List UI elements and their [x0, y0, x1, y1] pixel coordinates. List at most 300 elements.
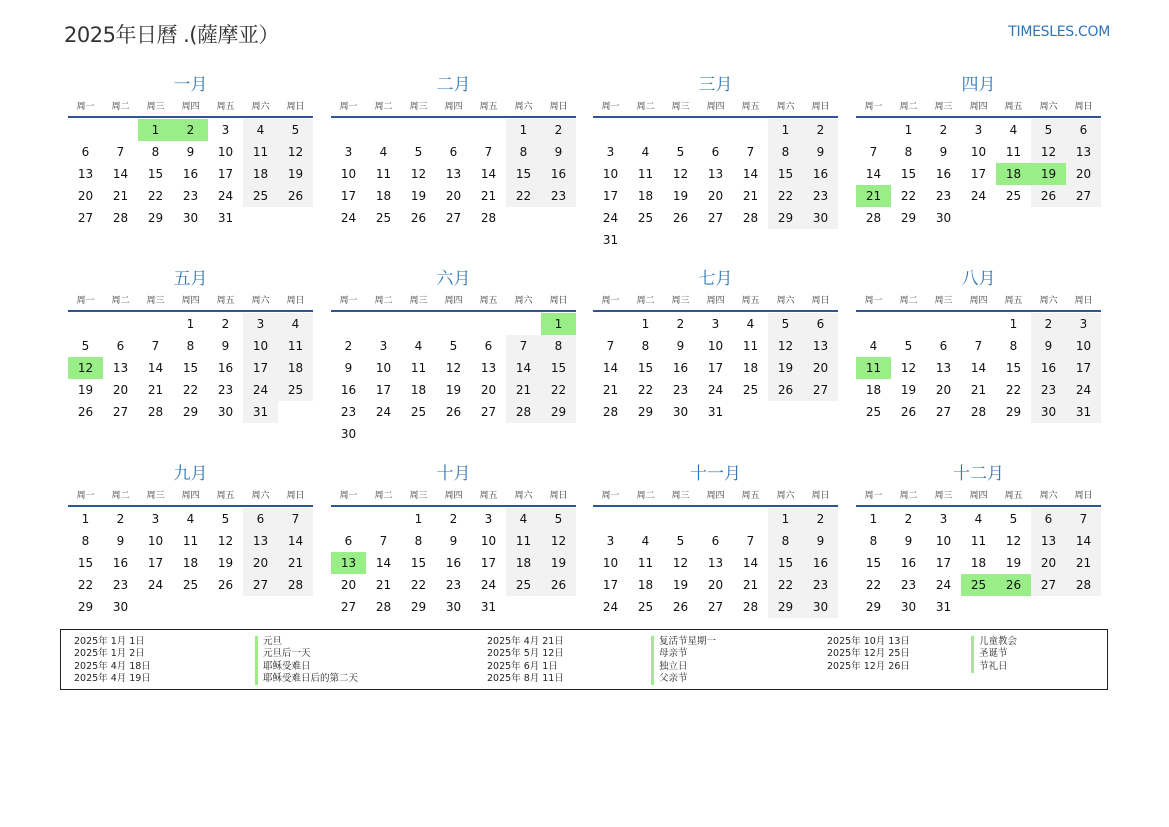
day-cell: 12	[900, 361, 917, 375]
day-cell: 4	[186, 512, 195, 526]
legend-names-col-3	[971, 636, 1017, 673]
weekday-label: 周五	[741, 491, 760, 501]
month-divider	[331, 310, 576, 312]
day-cell: 24	[707, 383, 724, 397]
day-cell: 25	[375, 211, 392, 225]
month-divider	[856, 505, 1101, 507]
day-cell: 26	[278, 185, 313, 207]
weekday-label: 周四	[969, 491, 988, 501]
day-cell: 2	[1031, 313, 1066, 335]
day-grid	[68, 313, 313, 423]
day-cell: 21	[970, 383, 987, 397]
day-cell: 16	[803, 552, 838, 574]
weekday-header	[68, 488, 313, 504]
day-cell: 19	[768, 357, 803, 379]
day-cell: 19	[410, 189, 427, 203]
day-cell: 6	[449, 145, 458, 159]
day-cell: 8	[768, 141, 803, 163]
day-cell: 16	[217, 361, 234, 375]
day-cell: 26	[217, 578, 234, 592]
legend-holiday-name: 母亲节	[651, 648, 716, 660]
day-cell: 24	[935, 578, 952, 592]
weekday-label: 周四	[181, 491, 200, 501]
day-cell: 2	[939, 123, 948, 137]
weekday-label: 周日	[1074, 296, 1093, 306]
month-10	[331, 460, 576, 618]
weekday-label: 周六	[251, 491, 270, 501]
day-cell: 30	[900, 600, 917, 614]
day-cell: 8	[904, 145, 913, 159]
month-7	[593, 265, 838, 423]
month-divider	[68, 116, 313, 118]
day-cell: 23	[1031, 379, 1066, 401]
day-cell: 1	[641, 317, 650, 331]
weekday-label: 周二	[899, 296, 918, 306]
day-cell: 7	[1066, 508, 1101, 530]
holiday-day-cell: 12	[68, 357, 103, 379]
day-cell: 2	[221, 317, 230, 331]
day-cell: 1	[186, 317, 195, 331]
weekday-label: 周三	[671, 296, 690, 306]
weekday-label: 周六	[514, 491, 533, 501]
month-2	[331, 71, 576, 229]
day-cell: 12	[768, 335, 803, 357]
weekday-label: 周六	[251, 296, 270, 306]
holiday-day-cell: 2	[173, 119, 208, 141]
day-cell: 27	[707, 600, 724, 614]
day-cell: 28	[278, 574, 313, 596]
day-cell: 14	[1066, 530, 1101, 552]
weekday-label: 周五	[479, 102, 498, 112]
day-cell: 4	[243, 119, 278, 141]
day-cell: 12	[672, 556, 689, 570]
day-cell: 3	[344, 145, 353, 159]
day-cell: 3	[606, 145, 615, 159]
day-cell: 25	[243, 185, 278, 207]
day-cell: 21	[1066, 552, 1101, 574]
empty-cell	[628, 508, 663, 530]
day-cell: 5	[676, 534, 685, 548]
day-cell: 14	[742, 556, 759, 570]
day-cell: 22	[900, 189, 917, 203]
day-cell: 23	[935, 189, 952, 203]
day-cell: 19	[541, 552, 576, 574]
day-cell: 21	[742, 578, 759, 592]
day-cell: 7	[151, 339, 160, 353]
day-cell: 11	[182, 534, 199, 548]
day-cell: 14	[742, 167, 759, 181]
holiday-day-cell: 13	[331, 552, 366, 574]
day-cell: 14	[278, 530, 313, 552]
day-cell: 23	[541, 185, 576, 207]
day-cell: 24	[1066, 379, 1101, 401]
day-cell: 11	[410, 361, 427, 375]
day-cell: 17	[480, 556, 497, 570]
holiday-day-cell: 18	[996, 163, 1031, 185]
day-cell: 19	[77, 383, 94, 397]
day-cell: 20	[707, 578, 724, 592]
day-cell: 21	[602, 383, 619, 397]
month-name: 六月	[436, 269, 471, 289]
day-cell: 18	[410, 383, 427, 397]
empty-cell	[436, 313, 471, 335]
empty-cell	[68, 313, 103, 335]
legend-holiday-name: 儿童教会	[971, 636, 1017, 648]
day-cell: 28	[480, 211, 497, 225]
day-cell: 5	[278, 119, 313, 141]
weekday-label: 周三	[146, 491, 165, 501]
day-cell: 3	[974, 123, 983, 137]
legend-names-col-1	[255, 636, 358, 685]
day-cell: 28	[1066, 574, 1101, 596]
day-cell: 22	[1005, 383, 1022, 397]
day-cell: 14	[865, 167, 882, 181]
month-divider	[593, 505, 838, 507]
day-grid	[593, 313, 838, 423]
day-grid	[856, 119, 1101, 229]
day-cell: 6	[939, 339, 948, 353]
day-cell: 13	[707, 167, 724, 181]
day-cell: 25	[742, 383, 759, 397]
day-cell: 31	[243, 401, 278, 423]
empty-cell	[628, 119, 663, 141]
weekday-label: 周日	[811, 102, 830, 112]
day-cell: 9	[939, 145, 948, 159]
weekday-label: 周五	[741, 296, 760, 306]
day-cell: 7	[746, 534, 755, 548]
day-cell: 11	[637, 167, 654, 181]
weekday-label: 周五	[1004, 296, 1023, 306]
day-cell: 23	[803, 185, 838, 207]
legend-holiday-name: 元旦后一天	[255, 648, 358, 660]
legend-dates-col-1	[74, 636, 151, 685]
weekday-header	[331, 488, 576, 504]
weekday-label: 周日	[811, 296, 830, 306]
day-cell: 21	[480, 189, 497, 203]
day-cell: 27	[803, 379, 838, 401]
day-cell: 16	[182, 167, 199, 181]
day-cell: 9	[676, 339, 685, 353]
day-cell: 29	[147, 211, 164, 225]
day-cell: 16	[803, 163, 838, 185]
day-cell: 21	[375, 578, 392, 592]
day-cell: 4	[379, 145, 388, 159]
empty-cell	[331, 508, 366, 530]
day-cell: 18	[182, 556, 199, 570]
day-cell: 27	[243, 574, 278, 596]
weekday-label: 周六	[251, 102, 270, 112]
weekday-label: 周六	[776, 102, 795, 112]
day-cell: 22	[768, 574, 803, 596]
holiday-day-cell: 1	[138, 119, 173, 141]
weekday-header	[331, 99, 576, 115]
day-cell: 26	[77, 405, 94, 419]
day-cell: 8	[414, 534, 423, 548]
day-cell: 21	[506, 379, 541, 401]
month-name: 五月	[173, 269, 208, 289]
month-divider	[856, 310, 1101, 312]
day-cell: 3	[221, 123, 230, 137]
day-cell: 1	[81, 512, 90, 526]
day-cell: 1	[1009, 317, 1018, 331]
month-divider	[593, 116, 838, 118]
day-cell: 18	[375, 189, 392, 203]
day-cell: 20	[803, 357, 838, 379]
empty-cell	[401, 313, 436, 335]
day-cell: 20	[935, 383, 952, 397]
day-cell: 12	[278, 141, 313, 163]
day-cell: 13	[445, 167, 462, 181]
month-4	[856, 71, 1101, 229]
day-cell: 13	[1066, 141, 1101, 163]
day-cell: 17	[602, 578, 619, 592]
day-grid	[68, 119, 313, 229]
weekday-label: 周一	[76, 491, 95, 501]
weekday-header	[593, 488, 838, 504]
day-cell: 15	[1005, 361, 1022, 375]
empty-cell	[856, 119, 891, 141]
day-cell: 25	[182, 578, 199, 592]
day-cell: 29	[637, 405, 654, 419]
day-cell: 17	[935, 556, 952, 570]
day-cell: 18	[506, 552, 541, 574]
day-cell: 7	[506, 335, 541, 357]
day-cell: 16	[900, 556, 917, 570]
day-cell: 30	[217, 405, 234, 419]
day-cell: 8	[81, 534, 90, 548]
day-cell: 4	[974, 512, 983, 526]
day-cell: 20	[77, 189, 94, 203]
day-cell: 27	[445, 211, 462, 225]
legend-holiday-name: 元旦	[255, 636, 358, 648]
day-cell: 9	[803, 141, 838, 163]
empty-cell	[103, 119, 138, 141]
day-cell: 12	[217, 534, 234, 548]
day-cell: 12	[1005, 534, 1022, 548]
day-cell: 11	[278, 335, 313, 357]
weekday-label: 周一	[339, 491, 358, 501]
weekday-label: 周一	[601, 102, 620, 112]
day-cell: 2	[541, 119, 576, 141]
weekday-label: 周一	[864, 491, 883, 501]
day-cell: 26	[541, 574, 576, 596]
day-cell: 29	[541, 401, 576, 423]
day-cell: 24	[243, 379, 278, 401]
day-cell: 22	[77, 578, 94, 592]
month-11	[593, 460, 838, 618]
site-link[interactable]: TIMESLES.COM	[1008, 24, 1110, 40]
day-cell: 26	[768, 379, 803, 401]
day-cell: 28	[865, 211, 882, 225]
day-cell: 15	[410, 556, 427, 570]
day-cell: 27	[935, 405, 952, 419]
weekday-label: 周四	[969, 296, 988, 306]
day-cell: 20	[243, 552, 278, 574]
day-cell: 16	[445, 556, 462, 570]
day-cell: 28	[742, 600, 759, 614]
holiday-day-cell: 19	[1031, 163, 1066, 185]
day-cell: 17	[243, 357, 278, 379]
day-cell: 12	[672, 167, 689, 181]
day-cell: 30	[672, 405, 689, 419]
weekday-label: 周二	[636, 296, 655, 306]
weekday-label: 周五	[1004, 102, 1023, 112]
day-cell: 22	[147, 189, 164, 203]
day-cell: 8	[869, 534, 878, 548]
empty-cell	[506, 313, 541, 335]
day-cell: 18	[970, 556, 987, 570]
month-9	[68, 460, 313, 618]
day-cell: 6	[243, 508, 278, 530]
empty-cell	[366, 313, 401, 335]
day-cell: 11	[637, 556, 654, 570]
holiday-day-cell: 25	[961, 574, 996, 596]
weekday-label: 周四	[444, 102, 463, 112]
day-cell: 24	[480, 578, 497, 592]
day-cell: 30	[112, 600, 129, 614]
month-name: 八月	[961, 269, 996, 289]
day-cell: 1	[768, 508, 803, 530]
day-cell: 6	[1031, 508, 1066, 530]
day-cell: 5	[81, 339, 90, 353]
day-cell: 27	[707, 211, 724, 225]
day-cell: 6	[484, 339, 493, 353]
day-cell: 8	[768, 530, 803, 552]
day-grid	[593, 119, 838, 251]
day-cell: 25	[637, 211, 654, 225]
weekday-label: 周一	[76, 102, 95, 112]
legend-date: 2025年 5月 12日	[487, 648, 564, 660]
day-cell: 14	[970, 361, 987, 375]
day-cell: 23	[182, 189, 199, 203]
day-cell: 23	[803, 574, 838, 596]
legend-holiday-name: 独立日	[651, 661, 716, 673]
day-cell: 7	[278, 508, 313, 530]
month-6	[331, 265, 576, 445]
weekday-label: 周日	[549, 491, 568, 501]
day-cell: 28	[602, 405, 619, 419]
day-cell: 19	[445, 383, 462, 397]
day-cell: 1	[869, 512, 878, 526]
day-cell: 17	[375, 383, 392, 397]
day-cell: 4	[414, 339, 423, 353]
day-cell: 13	[77, 167, 94, 181]
empty-cell	[68, 119, 103, 141]
day-cell: 3	[243, 313, 278, 335]
day-cell: 5	[676, 145, 685, 159]
weekday-label: 周六	[776, 491, 795, 501]
weekday-label: 周一	[864, 296, 883, 306]
day-cell: 5	[904, 339, 913, 353]
empty-cell	[733, 508, 768, 530]
day-cell: 22	[865, 578, 882, 592]
day-cell: 13	[1031, 530, 1066, 552]
day-cell: 28	[375, 600, 392, 614]
day-cell: 9	[803, 530, 838, 552]
day-cell: 13	[803, 335, 838, 357]
day-cell: 29	[865, 600, 882, 614]
weekday-label: 周一	[76, 296, 95, 306]
day-cell: 25	[410, 405, 427, 419]
day-cell: 16	[541, 163, 576, 185]
day-cell: 19	[672, 578, 689, 592]
day-cell: 16	[1031, 357, 1066, 379]
day-cell: 11	[742, 339, 759, 353]
day-cell: 9	[344, 361, 353, 375]
day-cell: 15	[506, 163, 541, 185]
empty-cell	[331, 313, 366, 335]
day-cell: 14	[480, 167, 497, 181]
month-1	[68, 71, 313, 229]
day-cell: 31	[602, 233, 619, 247]
weekday-header	[856, 99, 1101, 115]
month-name: 四月	[961, 75, 996, 95]
legend-holiday-name: 耶稣受难日后的第二天	[255, 673, 358, 685]
weekday-header	[856, 293, 1101, 309]
day-cell: 17	[970, 167, 987, 181]
weekday-label: 周二	[899, 102, 918, 112]
day-cell: 26	[672, 211, 689, 225]
day-cell: 5	[1031, 119, 1066, 141]
day-cell: 19	[672, 189, 689, 203]
weekday-label: 周六	[1039, 296, 1058, 306]
day-cell: 15	[77, 556, 94, 570]
weekday-label: 周日	[286, 296, 305, 306]
day-cell: 2	[676, 317, 685, 331]
day-grid	[593, 508, 838, 618]
empty-cell	[698, 119, 733, 141]
weekday-label: 周一	[339, 296, 358, 306]
day-cell: 4	[506, 508, 541, 530]
month-divider	[331, 116, 576, 118]
day-cell: 10	[217, 145, 234, 159]
day-cell: 16	[935, 167, 952, 181]
weekday-label: 周四	[444, 491, 463, 501]
day-cell: 31	[935, 600, 952, 614]
day-cell: 4	[746, 317, 755, 331]
day-cell: 13	[707, 556, 724, 570]
weekday-label: 周日	[286, 102, 305, 112]
day-cell: 21	[147, 383, 164, 397]
day-cell: 19	[900, 383, 917, 397]
page-title: 2025年日曆 .(薩摩亚）	[64, 23, 279, 47]
legend-date: 2025年 12月 25日	[827, 648, 910, 660]
empty-cell	[926, 313, 961, 335]
day-cell: 24	[147, 578, 164, 592]
empty-cell	[593, 508, 628, 530]
day-cell: 31	[217, 211, 234, 225]
empty-cell	[103, 313, 138, 335]
legend-holiday-name: 耶稣受难日	[255, 661, 358, 673]
day-cell: 14	[602, 361, 619, 375]
weekday-label: 周日	[549, 102, 568, 112]
empty-cell	[593, 313, 628, 335]
weekday-header	[331, 293, 576, 309]
weekday-label: 周六	[1039, 102, 1058, 112]
holiday-day-cell: 11	[856, 357, 891, 379]
day-cell: 1	[506, 119, 541, 141]
day-cell: 5	[1009, 512, 1018, 526]
day-cell: 6	[803, 313, 838, 335]
day-cell: 10	[375, 361, 392, 375]
day-grid	[331, 508, 576, 618]
weekday-label: 周三	[934, 296, 953, 306]
day-grid	[68, 508, 313, 618]
empty-cell	[366, 508, 401, 530]
day-cell: 8	[641, 339, 650, 353]
day-cell: 23	[217, 383, 234, 397]
day-cell: 10	[480, 534, 497, 548]
